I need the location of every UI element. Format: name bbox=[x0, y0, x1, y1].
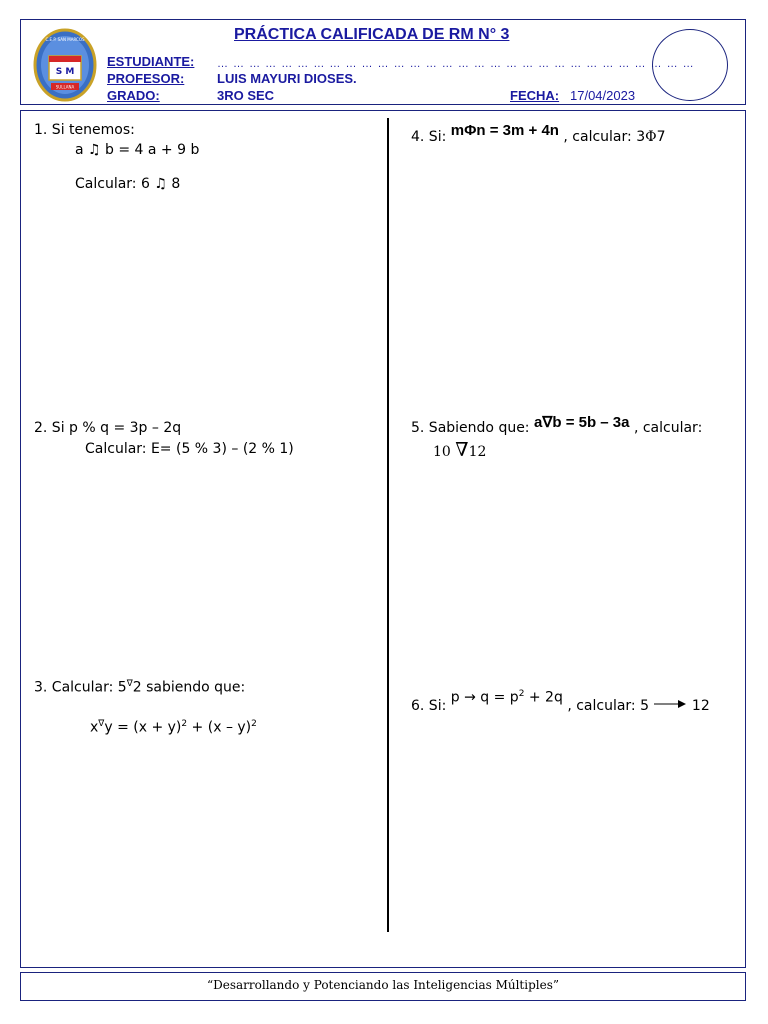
q3-exponent-2: 2 bbox=[251, 719, 257, 729]
q3-prompt bbox=[34, 675, 245, 697]
q4-prefix: 4. Si: bbox=[411, 129, 447, 145]
student-name-field[interactable]: … … … … … … … … … … … … … … … … … … … … … … … … … … … … … … bbox=[217, 58, 695, 70]
q5-line2-a: 10 bbox=[433, 444, 451, 460]
q3-exponent-1: 2 bbox=[181, 719, 188, 729]
q5-formula: a∇b = 5b – 3a bbox=[533, 414, 630, 431]
q3-formula-c: + (x – y) bbox=[187, 719, 252, 736]
q6-formula-a: p → q = p bbox=[450, 689, 519, 706]
q1-definition: a ♫ b = 4 a + 9 b bbox=[75, 142, 200, 158]
date-label: FECHA: bbox=[510, 88, 560, 103]
footer-motto: “Desarrollando y Potenciando las Inteligencias Múltiples” bbox=[206, 978, 560, 992]
q4-tail: 7 bbox=[656, 129, 666, 145]
logo-ribbon-text: SULLANA bbox=[55, 84, 75, 90]
questions-box bbox=[20, 110, 746, 968]
date-value: 17/04/2023 bbox=[570, 88, 636, 103]
q5-suffix: , calcular: bbox=[633, 420, 703, 436]
student-label: ESTUDIANTE: bbox=[107, 54, 195, 69]
q3-formula-op: ∇ bbox=[98, 719, 105, 729]
grade-circle[interactable] bbox=[652, 29, 728, 101]
q6-prompt bbox=[411, 685, 710, 714]
grade-value: 3RO SEC bbox=[217, 88, 275, 103]
q6-suffix: , calcular: 5 bbox=[567, 697, 650, 714]
q3-formula bbox=[90, 715, 257, 737]
school-logo bbox=[33, 28, 97, 102]
q3-prefix: 3. Calcular: 5 bbox=[34, 679, 127, 696]
column-divider bbox=[387, 118, 389, 932]
q1-intro: 1. Si tenemos: bbox=[34, 122, 135, 138]
q2-definition: 2. Si p % q = 3p – 2q bbox=[34, 420, 182, 436]
q3-suffix: 2 sabiendo que: bbox=[132, 679, 246, 696]
q5-calculate bbox=[433, 439, 486, 461]
q4-prompt bbox=[411, 122, 666, 145]
q6-prefix: 6. Si: bbox=[411, 697, 447, 714]
logo-initials: S M bbox=[55, 67, 75, 77]
q3-operator: ∇ bbox=[126, 679, 133, 689]
q2-calculate: Calcular: E= (5 % 3) – (2 % 1) bbox=[85, 441, 294, 457]
exam-title: PRÁCTICA CALIFICADA DE RM N° 3 bbox=[234, 26, 510, 43]
q5-prompt bbox=[411, 414, 703, 436]
teacher-label: PROFESOR: bbox=[107, 71, 185, 86]
teacher-name: LUIS MAYURI DIOSES. bbox=[217, 71, 357, 86]
q6-formula-b: + 2q bbox=[524, 689, 563, 706]
q6-tail: 12 bbox=[691, 697, 710, 714]
q6-exponent: 2 bbox=[518, 689, 525, 699]
q4-suffix: , calcular: 3 bbox=[563, 129, 646, 145]
long-arrow-icon bbox=[653, 699, 687, 709]
q5-line2-b: 12 bbox=[468, 444, 487, 460]
q3-formula-b: y = (x + y) bbox=[104, 719, 182, 736]
q5-line2-op: ∇ bbox=[455, 439, 469, 461]
grade-label: GRADO: bbox=[107, 88, 160, 103]
q1-calculate: Calcular: 6 ♫ 8 bbox=[75, 176, 181, 192]
q3-formula-a: x bbox=[90, 719, 99, 736]
logo-top-text: C.E.P. SAN MARCOS bbox=[45, 37, 85, 42]
q4-operator: Φ bbox=[645, 129, 657, 145]
q4-formula: mΦn = 3m + 4n bbox=[450, 122, 559, 139]
q5-prefix: 5. Sabiendo que: bbox=[411, 420, 530, 436]
